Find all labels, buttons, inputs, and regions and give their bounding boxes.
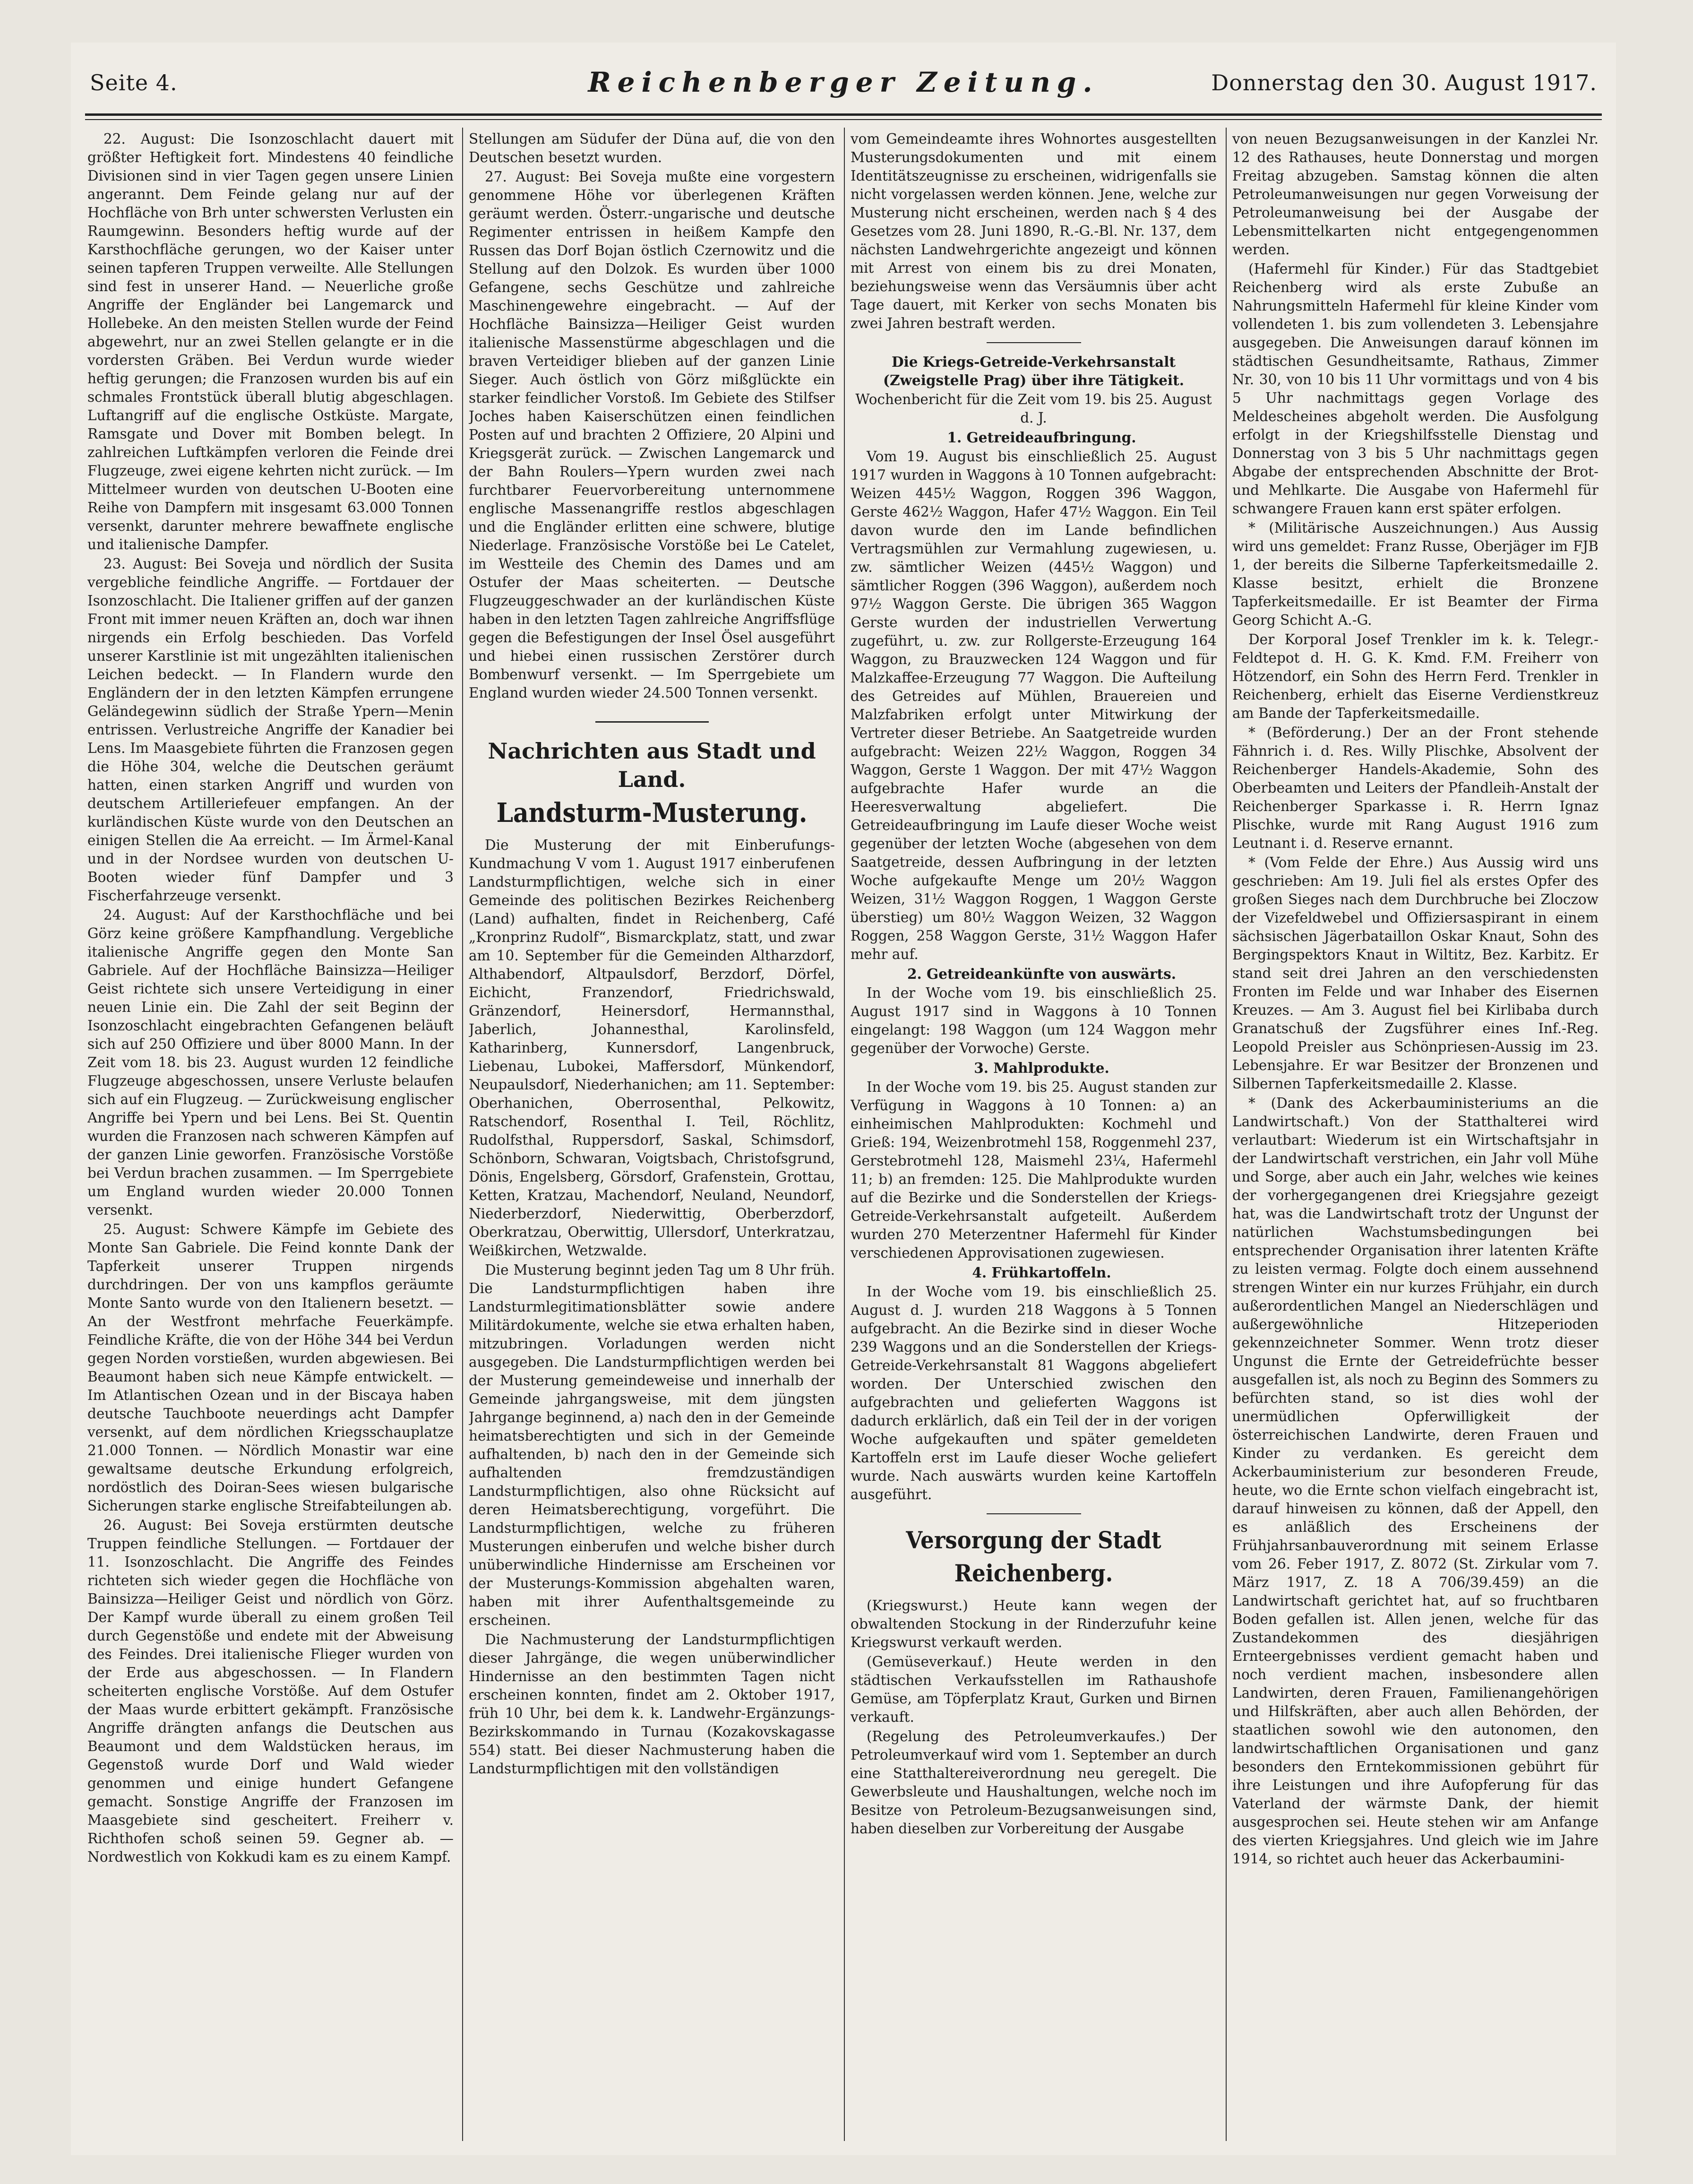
column-3 [851, 130, 1217, 2139]
report-section-heading: 4. Frühkartoffeln. [972, 1264, 1111, 1281]
page-number: Seite 4. [90, 70, 178, 95]
chronicle-entry: 25. August: Schwere Kämpfe im Gebiete des Monte San Gabriele. Die Feind konnte Dank der Tapferkeit unserer Truppen nirgends durchdringen. Der von uns kampflos geräumte Monte Santo wurde von den Italienern besetzt. — An der Westfront mehrfache Feuerkämpfe. Feindliche Kräfte, die von der Höhe 344 bei Verdun gegen Norden vorstießen, wurden abgewiesen. Bei Beaumont haben sich neue Kämpfe entwickelt. — Im Atlantischen Ozean und in der Biscaya haben deutsche Tauchboote neuerdings acht Dampfer versenkt, auf dem nördlichen Kriegsschauplatze 21.000 Tonnen. — Nördlich Monastir war eine gewaltsame deutsche Erkundung erfolgreich, nordöstlich des Doiran-Sees wiesen bulgarische Sicherungen starke englische Streifabteilungen ab. [87, 1221, 454, 1514]
report-section-heading: 2. Getreideankünfte von auswärts. [907, 966, 1177, 982]
report-section-heading: 1. Getreideaufbringung. [947, 429, 1136, 446]
column-4 [1232, 130, 1598, 2139]
report-paragraph: In der Woche vom 19. bis einschließlich 25. August 1917 sind in Waggons à 10 Tonnen eingelangt: 198 Waggon (um 124 Waggon mehr gegenüber der Vorwoche) Gerste. [851, 985, 1217, 1056]
chronicle-entry: 26. August: Bei Soveja erstürmten deutsche Truppen feindliche Stellungen. — Fortdauer der 11. Isonzoschlacht. Die Angriffe des Feindes richteten sich wieder gegen die Hochfläche von Bainsizza—Heiliger Geist und nördlich von Görz. Der Kampf wurde überall zu einem großen Teil durch Gegenstöße und endete mit der Abweisung des Feindes. Drei italienische Flieger wurden von der Erde aus abgeschossen. — In Flandern scheiterten englische Vorstöße. Auf dem Ostufer der Maas wurde erbittert gekämpft. Französische Angriffe drängten anfangs die Deutschen aus Beaumont und dem Waldstücken heraus, im Gegenstoß wurde Dorf und Wald wieder genommen und einige hundert Gefangene gemacht. Sonstige Angriffe der Franzosen im Maasgebiete sind gescheitert. Freiherr v. Richthofen schoß seinen 59. Gegner ab. — Nordwestlich von Kokkudi kam es zu einem Kampf. [87, 1517, 454, 1865]
newspaper-page [71, 43, 1616, 2155]
column-2 [469, 130, 835, 2139]
report-title: Die Kriegs-Getreide-Verkehrsanstalt (Zweigstelle Prag) über ihre Tätigkeit. [883, 354, 1184, 388]
chronicle-entry: 22. August: Die Isonzoschlacht dauert mit größter Heftigkeit fort. Mindestens 40 feindliche Divisionen sind in vier Tagen gegen unsere Linien angerannt. Dem Feinde gelang nur auf der Hochfläche von Brh unter schwersten Verlusten ein Raumgewinn. Besonders heftig wurde auf der Karsthochfläche gerungen, wo der Kaiser unter seinen tapferen Truppen verweilte. Alle Stellungen sind fest in unserer Hand. — Neuerliche große Angriffe der Engländer bei Langemarck und Hollebeke. An den meisten Stellen wurde der Feind abgewehrt, nur an zwei Stellen gelangte er in die vordersten Gräben. Bei Verdun wurde wieder heftig gerungen; die Franzosen wurden bis auf ein schmales Frontstück überall blutig abgeschlagen. Luftangriff auf die englische Ostküste. Margate, Ramsgate und Dover mit Bomben belegt. In zahlreichen Luftkämpfen verloren die Feinde drei Flugzeuge, zwei eigene kehrten nicht zurück. — Im Mittelmeer wurden von deutschen U-Booten eine Reihe von Dampfern mit insgesamt 63.000 Tonnen versenkt, darunter mehrere bewaffnete englische und italienische Dampfer. [87, 131, 454, 552]
article-paragraph: Die Musterung beginnt jeden Tag um 8 Uhr früh. Die Landsturmpflichtigen haben ihre Landsturmlegitimationsblätter sowie andere Militärdokumente, welche sie etwa erhalten haben, mitzubringen. Vorladungen werden nicht ausgegeben. Die Landsturmpflichtigen werden bei der Musterung gemeindeweise und innerhalb der Gemeinde jahrgangsweise, mit dem jüngsten Jahrgange beginnend, a) nach den in der Gemeinde heimatsberechtigten und sich in der Gemeinde aufhaltenden, b) nach den in der Gemeinde sich aufhaltenden fremdzuständigen Landsturmpflichtigen, also ohne Rücksicht auf deren Heimatsberechtigung, vorgeführt. Die Landsturmpflichtigen, welche zu früheren Musterungen einberufen und welche bisher durch unüberwindliche Hindernisse am Erscheinen vor der Musterungs-Kommission abgehalten waren, haben mit ihrer Aufenthaltsgemeinde zu erscheinen. [469, 1262, 835, 1628]
news-item: * (Vom Felde der Ehre.) Aus Aussig wird uns geschrieben: Am 19. Juli fiel als erstes Opfer des großen Sieges nach dem Durchbruche bei Zloczow der Vizefeldwebel und Offiziersaspirant in einem sächsischen Jägerbataillon Oskar Knaut, Sohn des Bergingspektors Knaut in Wiltitz, Bez. Karbitz. Er stand seit drei Jahren an den verschiedensten Fronten im Felde und war Inhaber des Eisernen Kreuzes. — Am 3. August fiel bei Kirlibaba durch Granatschuß der Zugsführer eines Inf.-Reg. Leopold Preisler aus Schönpriesen-Aussig im 23. Lebensjahre. Er war Besitzer der Bronzenen und Silbernen Tapferkeitsmedaille 2. Klasse. [1232, 855, 1598, 1092]
section-rule [987, 342, 1081, 343]
column-divider [844, 128, 845, 2141]
article-paragraph: Die Musterung der mit Einberufungs-Kundmachung V vom 1. August 1917 einberufenen Landsturmpflichtigen, welche sich in einer Gemeinde des politischen Bezirkes Reichenberg (Land) aufhalten, findet in Reichenberg, Café „Kronprinz Rudolf“, Bismarckplatz, statt, und zwar am 10. September für die Gemeinden Altharzdorf, Althabendorf, Altpaulsdorf, Berzdorf, Dörfel, Eichicht, Franzendorf, Friedrichswald, Gränzendorf, Heinersdorf, Hermannsthal, Jaberlich, Johannesthal, Karolinsfeld, Katharinberg, Kunnersdorf, Langenbruck, Liebenau, Lubokei, Maffersdorf, Münkendorf, Neupaulsdorf, Niederhanichen; am 11. September: Oberhanichen, Oberrosenthal, Pelkowitz, Ratschendorf, Rosenthal I. Teil, Röchlitz, Rudolfsthal, Ruppersdorf, Saskal, Schimsdorf, Schönborn, Schwaran, Voigtsbach, Christofsgrund, Dönis, Engelsberg, Görsdorf, Grafenstein, Grottau, Ketten, Kratzau, Machendorf, Neuland, Neundorf, Niederberzdorf, Niederwittig, Oberberzdorf, Oberkratzau, Oberwittig, Ullersdorf, Unterkratzau, Weißkirchen, Wetzwalde. [469, 837, 835, 1259]
news-item: (Regelung des Petroleumverkaufes.) Der Petroleumverkauf wird vom 1. September an durch eine Statthaltereiverordnung neu geregelt. Die Gewerbsleute und Haushaltungen, welche noch im Besitze von Petroleum-Bezugsanweisungen sind, haben dieselben zur Vorbereitung der Ausgabe [851, 1728, 1217, 1837]
page-header [90, 66, 1597, 112]
column-1-war-chronicle [87, 130, 454, 2139]
header-rule [85, 113, 1602, 116]
news-item: * (Dank des Ackerbauministeriums an die Landwirtschaft.) Von der Statthalterei wird verlautbart: Wiederum ist ein Wirtschaftsjahr in der Landwirtschaft verstrichen, ein Jahr voll Mühe und Sorge, aber auch ein Jahr, welches wie keines der vorhergegangenen drei Kriegsjahre gezeigt hat, was die Landwirtschaft trotz der Ungunst der natürlichen Wachstumsbedingungen bei entsprechender Organisation ihrer latenten Kräfte zu leisten vermag. Folgte doch einem aussehnend strengen Winter ein nur kurzes Frühjahr, ein durch außerordentlichen Mangel an Niederschlägen und außergewöhnliche Hitzeperioden gekennzeichneter Sommer. Wenn trotz dieser Ungunst die Ernte der Getreidefrüchte besser ausgefallen ist, als noch zu Beginn des Sommers zu befürchten stand, so ist dies wohl der unermüdlichen Opferwilligkeit der österreichischen Landwirte, deren Frauen und Kinder zu verdanken. Es gereicht dem Ackerbauministerium zur besonderen Freude, heute, wo die Ernte schon vielfach eingebracht ist, darauf hinweisen zu können, daß der Appell, den es anläßlich des Erscheinens der Frühjahrsanbauverordnung mit seinem Erlasse vom 26. Feber 1917, Z. 8072 (St. Zirkular vom 7. März 1917, Z. 18 A 706/39.459) an die Landwirtschaft gerichtet hat, auf so fruchtbaren Boden gefallen ist. Allen jenen, welche für das Zustandekommen des diesjährigen Ernteergebnisses verdient gemacht haben und noch verdient machen, insbesondere allen Landwirten, deren Frauen, Familienangehörigen und Hilfskräften, aber auch allen Behörden, der staatlichen sowohl wie den autonomen, den landwirtschaftlichen Organisationen und ganz besonders den Erntekommissionen gebührt für ihre Leistungen und ihre Aufopferung für das Vaterland der wärmste Dank, der hiemit ausgesprochen sei. Heute stehen wir am Anfange des vierten Kriegsjahres. Und gleich wie im Jahre 1914, so richtet auch heuer das Ackerbaumini- [1232, 1095, 1598, 1867]
report-paragraph: In der Woche vom 19. bis einschließlich 25. August d. J. wurden 218 Waggons à 5 Tonnen aufgebracht. An die Bezirke sind in dieser Woche 239 Waggons und an die Sonderstellen der Kriegs-Getreide-Verkehrsanstalt 81 Waggons abgeliefert worden. Der Unterschied zwischen den aufgebrachten und gelieferten Waggons ist dadurch erklärlich, daß ein Teil der in der vorigen Woche aufgekauften und später gemeldeten Kartoffeln erst im Laufe dieser Woche geliefert wurde. Nach auswärts wurden keine Kartoffeln ausgeführt. [851, 1284, 1217, 1502]
section-rule [987, 1513, 1081, 1514]
news-continuation: von neuen Bezugsanweisungen in der Kanzlei Nr. 12 des Rathauses, heute Donnerstag und morgen Freitag abzugeben. Samstag können die alten Petroleumanweisungen nur gegen Vorweisung der Petroleumanweisung bei der Ausgabe der Lebensmittelkarten nicht entgegengenommen werden. [1232, 131, 1598, 258]
news-item: (Gemüseverkauf.) Heute werden in den städtischen Verkaufsstellen im Rathaushofe Gemüse, am Töpferplatz Kraut, Gurken und Birnen verkauft. [851, 1654, 1217, 1725]
column-divider [462, 128, 463, 2141]
header-rule-thin [85, 119, 1602, 120]
news-item: Der Korporal Josef Trenkler im k. k. Telegr.-Feldtepot d. H. G. K. Kmd. F.M. Freiherr von Hötzendorf, ein Sohn des Herrn Ferd. Trenkler in Reichenberg, erhielt das Eiserne Verdienstkreuz am Bande der Tapferkeitsmedaille. [1232, 631, 1598, 721]
newspaper-title: Reichenberger Zeitung. [588, 66, 1099, 98]
article-headline: Versorgung der Stadt Reichenberg. [906, 1526, 1161, 1587]
news-item: * (Beförderung.) Der an der Front stehende Fähnrich i. d. Res. Willy Plischke, Absolvent der Reichenberger Handels-Akademie, Sohn des Oberbeamten und Leiters der Pfandleih-Anstalt der Reichenberger Sparkasse i. R. Herrn Ignaz Plischke, wurde mit Rang August 1916 zum Leutnant i. d. Reserve ernannt. [1232, 725, 1598, 851]
article-paragraph: Die Nachmusterung der Landsturmpflichtigen dieser Jahrgänge, die wegen unüberwindlicher Hindernisse an den bestimmten Tagen nicht erscheinen konnten, findet am 2. Oktober 1917, früh 10 Uhr, bei dem k. k. Landwehr-Ergänzungs-Bezirkskommando in Turnau (Kozakovskagasse 554) statt. Bei dieser Nachmusterung haben die Landsturmpflichtigen mit den vollständigen [469, 1632, 835, 1777]
news-item: (Hafermehl für Kinder.) Für das Stadtgebiet Reichenberg wird als erste Zubuße an Nahrungsmitteln Hafermehl für kleine Kinder vom vollendeten 1. bis zum vollendeten 3. Lebensjahre ausgegeben. Die Anweisungen darauf können im städtischen Gesundheitsamte, Rathaus, Zimmer Nr. 30, von 10 bis 11 Uhr vormittags und von 4 bis 5 Uhr nachmittags gegen Vorlage des Meldescheines abgeholt werden. Die Ausfolgung erfolgt in der Kriegshilfsstelle Dienstag und Donnerstag von 3 bis 5 Uhr nachmittags gegen Abgabe der entsprechenden Abschnitte der Brot- und Mehlkarte. Die Ausgabe von Hafermehl für schwangere Frauen kann erst später erfolgen. [1232, 261, 1598, 517]
chronicle-entry: 27. August: Bei Soveja mußte eine vorgestern genommene Höhe vor überlegenen Kräften geräumt werden. Österr.-ungarische und deutsche Regimenter entrissen in heißem Kampfe den Russen das Dorf Bojan östlich Czernowitz und die Stellung auf den Dolzok. Es wurden über 1000 Gefangene, sechs Geschütze und zahlreiche Maschinengewehre eingebracht. — Auf der Hochfläche Bainsizza—Heiliger Geist wurden italienische Massenstürme abgeschlagen und die braven Verteidiger blieben auf der ganzen Linie Sieger. Auch östlich von Görz mißglückte ein starker feindlicher Vorstoß. Im Gebiete des Stilfser Joches haben Kaiserschützen einen feindlichen Posten auf und brachten 2 Offiziere, 20 Alpini und Kriegsgerät zurück. — Zwischen Langemarck und der Bahn Roulers—Ypern wurden zwei nach furchtbarer Feuervorbereitung unternommene englische Massenangriffe restlos abgeschlagen und die Engländer erlitten eine schwere, blutige Niederlage. Französische Vorstöße bei Le Catelet, im Westteile des Chemin des Dames und am Ostufer der Maas scheiterten. — Deutsche Flugzeuggeschwader an der kurländischen Küste haben in den letzten Tagen zahlreiche Angriffsflüge gegen die Befestigungen der Insel Ösel ausgeführt und hiebei einen russischen Zerstörer durch Bombenwurf versenkt. — Im Sperrgebiete um England wurden wieder 24.500 Tonnen versenkt. [469, 169, 835, 701]
article-continuation: vom Gemeindeamte ihres Wohnortes ausgestellten Musterungsdokumenten und mit einem Identitätszeugnisse zu erscheinen, widrigenfalls sie nicht vorgelassen werden können. Jene, welche zur Musterung nicht erscheinen, werden nach § 4 des Gesetzes vom 28. Juni 1890, R.-G.-Bl. Nr. 137, dem nächsten Landwehrgerichte angezeigt und können mit Arrest von einem bis zu drei Monaten, beziehungsweise wenn das Versäumnis über acht Tage dauert, mit Kerker von sechs Monaten bis zwei Jahren bestraft werden. [851, 131, 1217, 331]
report-paragraph: Vom 19. August bis einschließlich 25. August 1917 wurden in Waggons à 10 Tonnen aufgebracht: Weizen 445½ Waggon, Roggen 396 Waggon, Gerste 462½ Waggon, Hafer 47½ Waggon. Ein Teil davon wurde den im Lande befindlichen Vertragsmühlen zur Vermahlung zugewiesen, u. zw. sämtlicher Weizen (445½ Waggon) und sämtlicher Roggen (396 Waggon), außerdem noch 97½ Waggon Gerste. Die übrigen 365 Waggon Gerste wurden der industriellen Verwertung zugeführt, u. zw. zur Rollgerste-Erzeugung 164 Waggon, zu Brauzwecken 124 Waggon und für Malzkaffee-Erzeugung 77 Waggon. Die Aufteilung des Getreides auf Mühlen, Brauereien und Malzfabriken erfolgt unter Mitwirkung der Vertreter dieser Betriebe. An Saatgetreide wurden aufgebracht: Weizen 22½ Waggon, Roggen 34 Waggon, Gerste 1 Waggon. Der mit 47½ Waggon aufgebrachte Hafer wurde an die Heeresverwaltung abgeliefert. Die Getreideaufbringung im Laufe dieser Woche weist gegenüber der letzten Woche (abgesehen von dem Saatgetreide, dessen Aufbringung in der letzten Woche aufgekaufte Menge um 20½ Waggon Weizen, 31½ Waggon Roggen, 1 Waggon Gerste überstieg) um 80½ Waggon Weizen, 32 Waggon Roggen, 258 Waggon Gerste, 31½ Waggon Hafer mehr auf. [851, 449, 1217, 962]
section-title: Nachrichten aus Stadt und Land. [488, 738, 816, 792]
column-divider [1226, 128, 1227, 2141]
news-item: * (Militärische Auszeichnungen.) Aus Aussig wird uns gemeldet: Franz Russe, Oberjäger im FJB 1, der bereits die Silberne Tapferkeitsmedaille 2. Klasse besitzt, erhielt die Bronzene Tapferkeitsmedaille. Er ist Beamter der Firma Georg Schicht A.-G. [1232, 520, 1598, 628]
chronicle-continuation: Stellungen am Südufer der Düna auf, die von den Deutschen besetzt wurden. [469, 131, 835, 165]
chronicle-entry: 24. August: Auf der Karsthochfläche und bei Görz keine größere Kampfhandlung. Vergebliche italienische Angriffe gegen den Monte San Gabriele. Auf der Hochfläche Bainsizza—Heiliger Geist richtete sich unsere Verteidigung in einer neuen Linie ein. Die Zahl der seit Beginn der Isonzoschlacht eingebrachten Gefangenen beläuft sich auf 250 Offiziere und über 8000 Mann. In der Zeit vom 18. bis 23. August wurden 12 feindliche Flugzeuge abgeschossen, unsere Verluste belaufen sich auf ein Flugzeug. — Zurückweisung englischer Angriffe bei Ypern und bei Lens. Bei St. Quentin wurden die Franzosen nach schweren Kämpfen auf der ganzen Linie geworfen. Französische Vorstöße bei Verdun brachen zusammen. — Im Sperrgebiete um England wurden wieder 20.000 Tonnen versenkt. [87, 907, 454, 1218]
article-headline: Landsturm-Musterung. [496, 797, 808, 829]
news-item: (Kriegswurst.) Heute kann wegen der obwaltenden Stockung in der Rinderzufuhr keine Kriegswurst verkauft werden. [851, 1597, 1217, 1650]
report-paragraph: In der Woche vom 19. bis 25. August standen zur Verfügung in Waggons à 10 Tonnen: a) an einheimischen Mahlprodukten: Kochmehl und Grieß: 194, Weizenbrotmehl 158, Roggenmehl 237, Gerstebrotmehl 128, Maismehl 23¼, Hafermehl 11; b) an fremden: 125. Die Mahlprodukte wurden auf die Bezirke und die Sonderstellen der Kriegs-Getreide-Verkehrsanstalt aufgeteilt. Außerdem wurden 270 Meterzentner Hafermehl für Kinder verschiedenen Approvisationen zugewiesen. [851, 1079, 1217, 1261]
issue-date: Donnerstag den 30. August 1917. [1211, 70, 1597, 95]
report-section-heading: 3. Mahlprodukte. [974, 1060, 1109, 1076]
section-rule [595, 721, 709, 723]
chronicle-entry: 23. August: Bei Soveja und nördlich der Susita vergebliche feindliche Angriffe. — Fortdauer der Isonzoschlacht. Die Italiener griffen auf der ganzen Front mit immer neuen Kräften an, doch war ihnen nirgends ein Erfolg beschieden. Das Vorfeld unserer Karstlinie ist mit ungezählten italienischen Leichen bedeckt. — In Flandern wurde den Engländern der in den letzten Kämpfen errungene Geländegewinn südlich der Straße Ypern—Menin entrissen. Verlustreiche Angriffe der Kanadier bei Lens. Im Maasgebiete führten die Franzosen gegen die Höhe 304, welche die Deutschen geräumt hatten, einen starken Angriff und wurden von deutschem Artilleriefeuer empfangen. An der kurländischen Küste wurde von den Deutschen an einigen Stellen die Aa erreicht. — Im Ärmel-Kanal und in der Nordsee wurden von deutschen U-Booten wieder fünf Dampfer und 3 Fischerfahrzeuge versenkt. [87, 556, 454, 904]
report-subtitle: Wochenbericht für die Zeit vom 19. bis 25. August d. J. [855, 391, 1212, 426]
